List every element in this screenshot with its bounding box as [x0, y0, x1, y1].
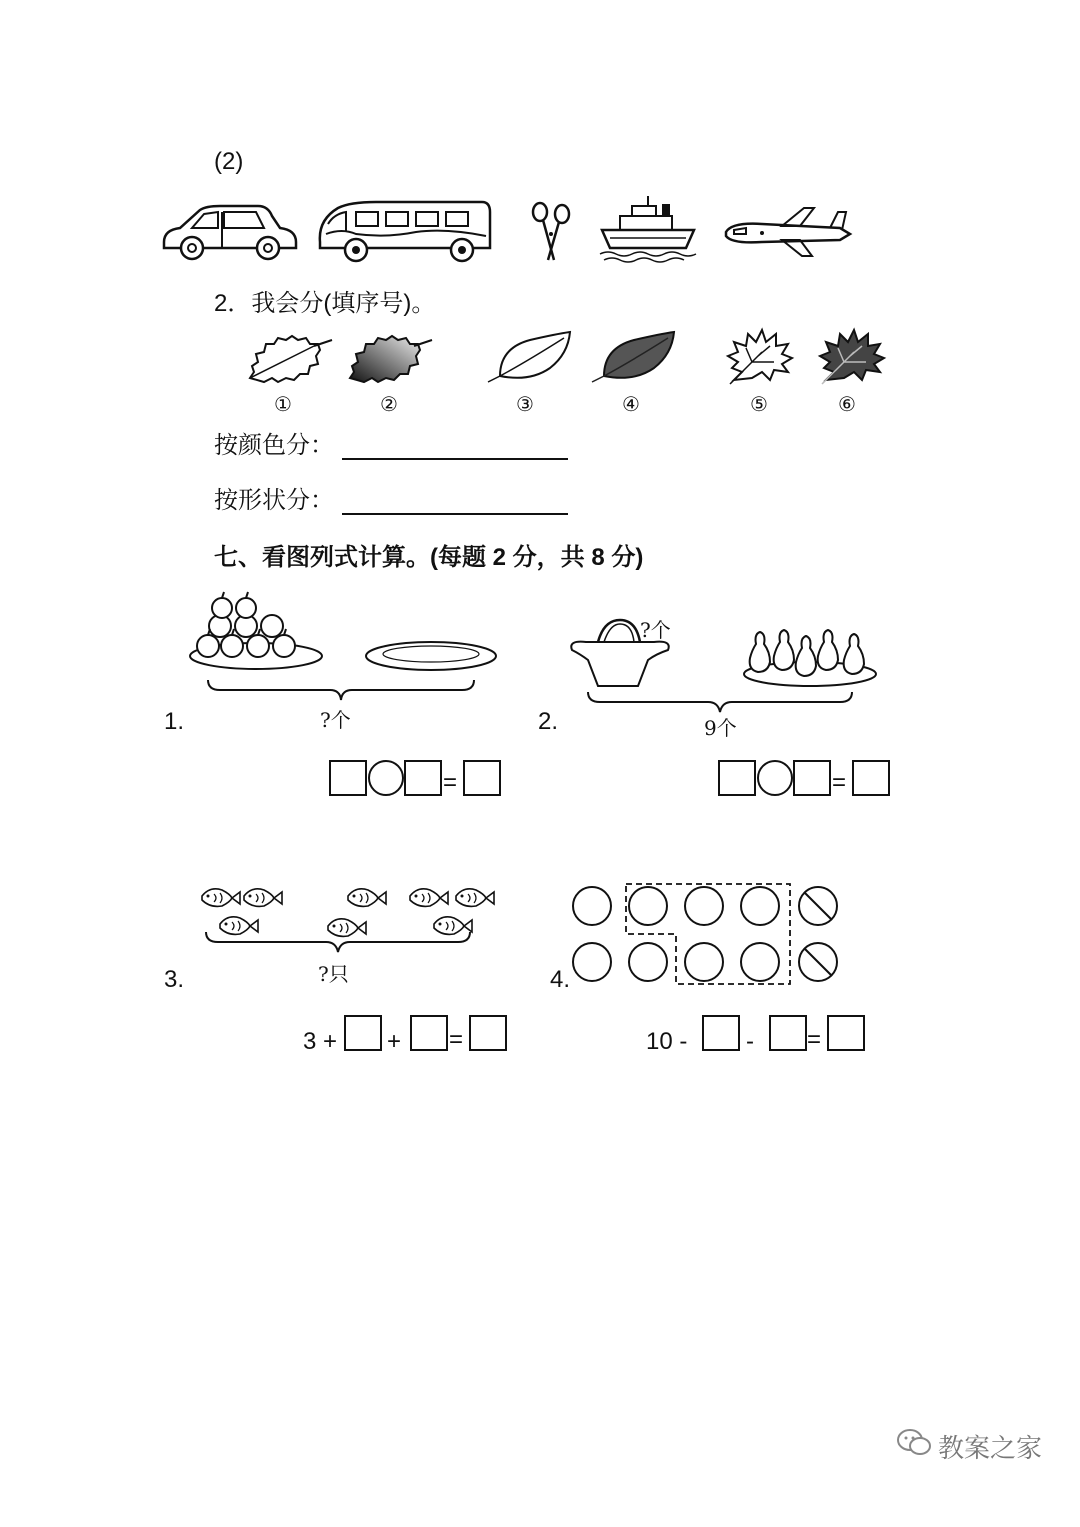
leaf-icon-1 — [244, 332, 336, 386]
problem-4-lead: 10 - — [646, 1028, 688, 1055]
answer-box[interactable] — [769, 1015, 807, 1051]
leaf-number-5: ⑤ — [750, 392, 768, 416]
problem-2-number: 2. — [538, 708, 559, 735]
section-7-title: 七、看图列式计算。(每题 2 分，共 8 分) — [214, 544, 644, 571]
question-2-title — [214, 292, 435, 316]
problem-1-number: 1. — [164, 708, 185, 735]
answer-box[interactable] — [404, 760, 442, 796]
by-color-label: 按颜色分： — [214, 432, 334, 459]
answer-box[interactable] — [718, 760, 756, 796]
equals-sign: = — [807, 1026, 822, 1053]
brace-3 — [204, 930, 472, 956]
equals-sign: = — [832, 769, 847, 796]
leaf-icon-2 — [344, 332, 436, 386]
brace-2 — [586, 690, 854, 714]
equals-sign: = — [443, 769, 458, 796]
answer-box[interactable] — [329, 760, 367, 796]
leaf-icon-3 — [486, 330, 576, 384]
answer-box[interactable] — [852, 760, 890, 796]
by-shape-label: 按形状分： — [214, 487, 334, 514]
problem-2-total-label: 9个 — [704, 716, 737, 740]
by-shape-answer-line[interactable] — [342, 513, 568, 515]
problem-2-basket-label: ?个 — [640, 618, 671, 642]
ship-icon — [598, 196, 698, 266]
minus-sign: - — [746, 1028, 754, 1055]
answer-box[interactable] — [469, 1015, 507, 1051]
answer-box[interactable] — [410, 1015, 448, 1051]
question-2-title-text: 2．我会分(填序号)。 — [214, 290, 436, 317]
leaf-number-1: ① — [274, 392, 292, 416]
answer-box[interactable] — [344, 1015, 382, 1051]
problem-4-number: 4. — [550, 966, 571, 993]
answer-box[interactable] — [827, 1015, 865, 1051]
brace-1 — [206, 678, 476, 704]
operator-circle[interactable] — [368, 760, 404, 796]
operator-circle[interactable] — [757, 760, 793, 796]
by-color-answer-line[interactable] — [342, 458, 568, 460]
leaf-number-3: ③ — [516, 392, 534, 416]
leaf-number-2: ② — [380, 392, 398, 416]
problem-3-total-label: ?只 — [318, 962, 349, 986]
answer-box[interactable] — [463, 760, 501, 796]
problem-3-lead: 3 + — [303, 1028, 338, 1055]
empty-plate-icon — [364, 640, 498, 672]
leaf-number-4: ④ — [622, 392, 640, 416]
plus-sign: + — [387, 1028, 402, 1055]
problem-3-number: 3. — [164, 966, 185, 993]
plate-with-pears-icon — [742, 624, 878, 688]
airplane-icon — [722, 206, 854, 258]
answer-box[interactable] — [793, 760, 831, 796]
answer-box[interactable] — [702, 1015, 740, 1051]
scissors-icon — [528, 200, 574, 264]
leaf-icon-5 — [724, 326, 796, 386]
leaf-icon-6 — [816, 326, 888, 386]
wechat-icon — [896, 1428, 932, 1458]
leaf-number-6: ⑥ — [838, 392, 856, 416]
bus-icon — [316, 198, 494, 268]
equals-sign: = — [449, 1026, 464, 1053]
plate-with-apples-icon — [188, 598, 324, 674]
car-icon — [160, 202, 300, 264]
circles-figure — [568, 880, 844, 986]
sub-question-label: (2) — [214, 148, 244, 175]
problem-1-total-label: ?个 — [320, 708, 351, 732]
leaf-icon-4 — [590, 330, 680, 384]
watermark-text: 教案之家 — [938, 1433, 1043, 1463]
